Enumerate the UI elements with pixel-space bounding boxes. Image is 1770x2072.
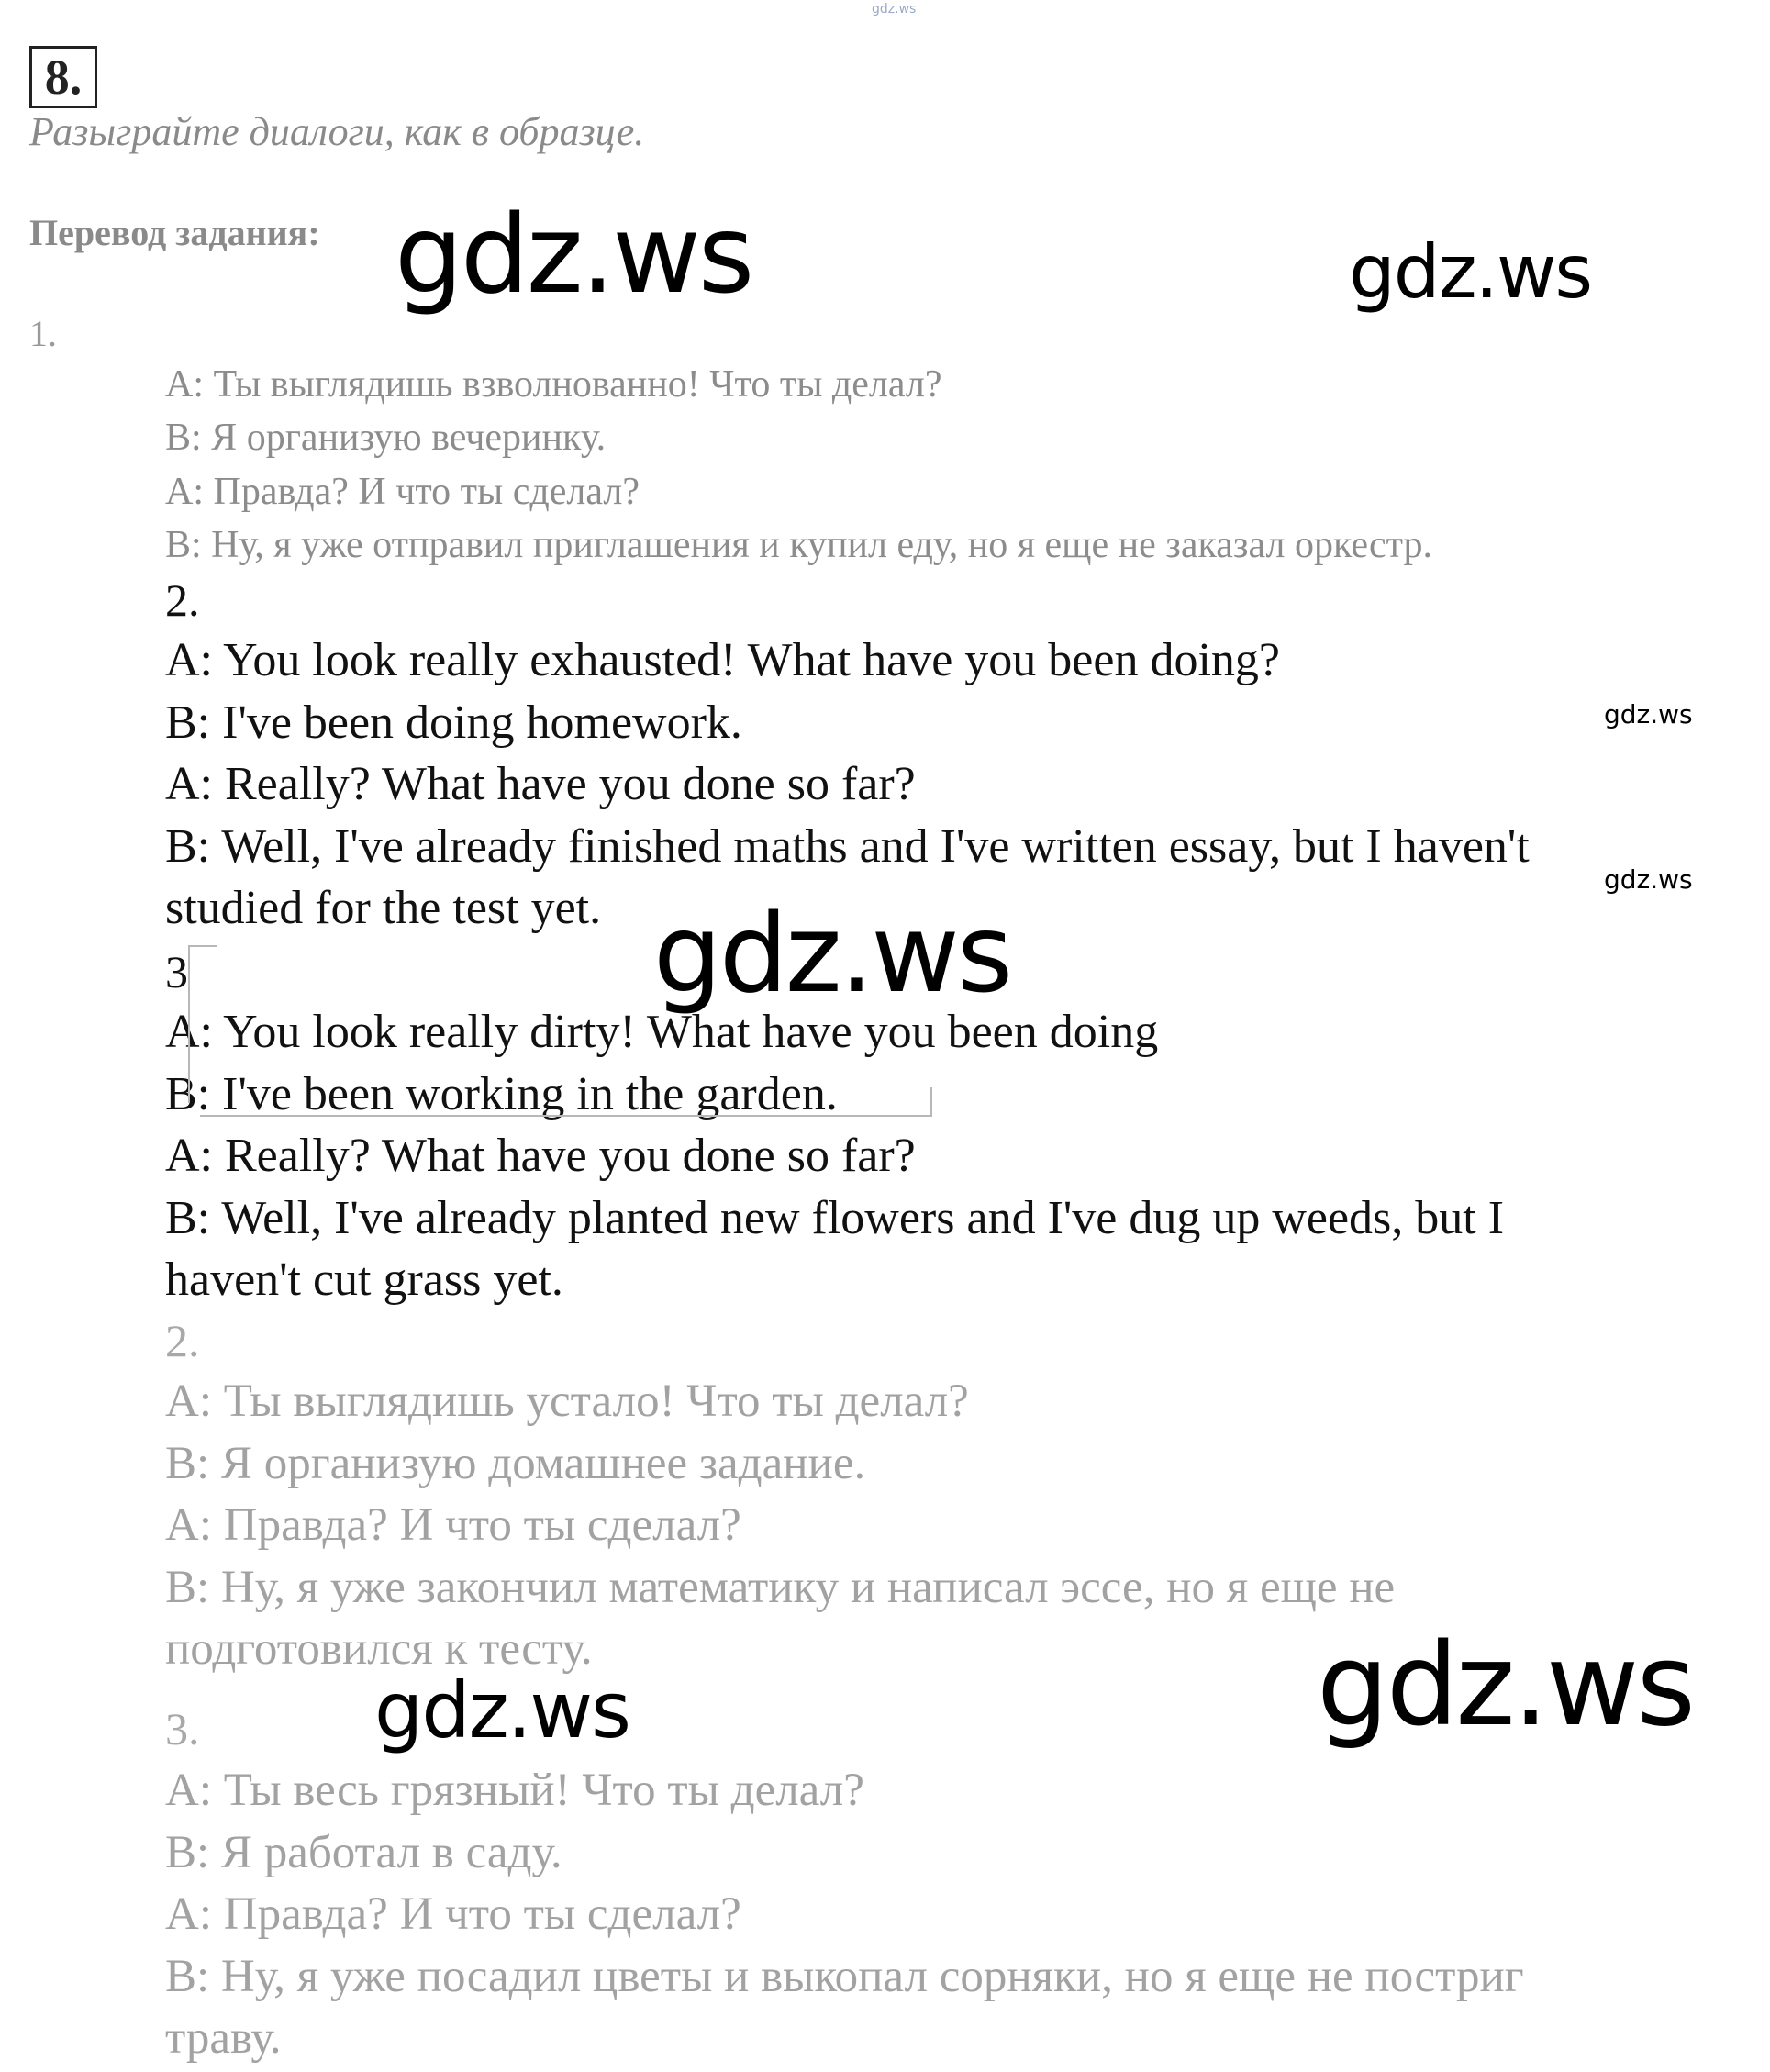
translation-1-line: A: Ты выглядишь взволнованно! Что ты делал? <box>165 363 942 406</box>
translation-1-line: B: Ну, я уже отправил приглашения и купил еду, но я еще не заказал оркестр. <box>165 524 1433 566</box>
watermark: gdz.ws <box>1604 699 1693 730</box>
translation-2-line: A: Правда? И что ты сделал? <box>165 1499 741 1551</box>
watermark: gdz.ws <box>1349 229 1592 315</box>
watermark: gdz.ws <box>653 890 1011 1017</box>
watermark: gdz.ws <box>395 191 752 317</box>
dialogue-3-line: A: Really? What have you done so far? <box>165 1130 916 1182</box>
dialogue-3-line: haven't cut grass yet. <box>165 1253 563 1306</box>
watermark: gdz.ws <box>374 1665 629 1755</box>
dialogue-2-number: 2. <box>165 574 200 626</box>
dialogue-2-line: A: You look really exhausted! What have you been doing? <box>165 634 1280 686</box>
translation-1-line: B: Я организую вечеринку. <box>165 417 607 459</box>
task-instruction: Разыграйте диалоги, как в образце. <box>29 109 645 154</box>
translation-2-line: B: Я организую домашнее задание. <box>165 1438 866 1489</box>
dialogue-3-line: B: Well, I've already planted new flowers and I've dug up weeds, but I <box>165 1192 1505 1244</box>
tiny-watermark: gdz.ws <box>872 2 917 17</box>
translation-3-line: траву. <box>165 2012 282 2064</box>
dialogue-3-line: A: You look really dirty! What have you been doing <box>165 1006 1159 1058</box>
translation-2-number: 2. <box>165 1315 200 1366</box>
translation-1-number: 1. <box>29 313 57 354</box>
dialogue-2-line: studied for the test yet. <box>165 882 602 934</box>
translation-heading: Перевод задания: <box>29 212 320 253</box>
translation-2-line: B: Ну, я уже закончил математику и написал эссе, но я еще не <box>165 1562 1396 1613</box>
dialogue-2-line: B: I've been doing homework. <box>165 696 742 749</box>
dialogue-2-line: B: Well, I've already finished maths and I've written essay, but I haven't <box>165 820 1530 873</box>
translation-2-line: подготовился к тесту. <box>165 1623 593 1675</box>
translation-3-line: A: Правда? И что ты сделал? <box>165 1888 741 1940</box>
watermark: gdz.ws <box>1317 1620 1693 1752</box>
scan-artifact <box>200 1042 925 1117</box>
translation-3-line: B: Ну, я уже посадил цветы и выкопал сорняки, но я еще не постриг <box>165 1951 1524 2002</box>
translation-3-line: B: Я работал в саду. <box>165 1827 562 1878</box>
watermark: gdz.ws <box>1604 864 1693 895</box>
task-number: 8. <box>29 46 97 108</box>
translation-3-number: 3. <box>165 1703 200 1755</box>
scan-artifact <box>918 1087 932 1117</box>
translation-3-line: A: Ты весь грязный! Что ты делал? <box>165 1765 864 1816</box>
dialogue-2-line: A: Really? What have you done so far? <box>165 758 916 810</box>
dialogue-3-number: 3 <box>165 946 188 997</box>
translation-1-line: A: Правда? И что ты сделал? <box>165 471 640 513</box>
translation-2-line: A: Ты выглядишь устало! Что ты делал? <box>165 1376 969 1427</box>
dialogue-3-line: B: I've been working in the garden. <box>165 1068 838 1120</box>
